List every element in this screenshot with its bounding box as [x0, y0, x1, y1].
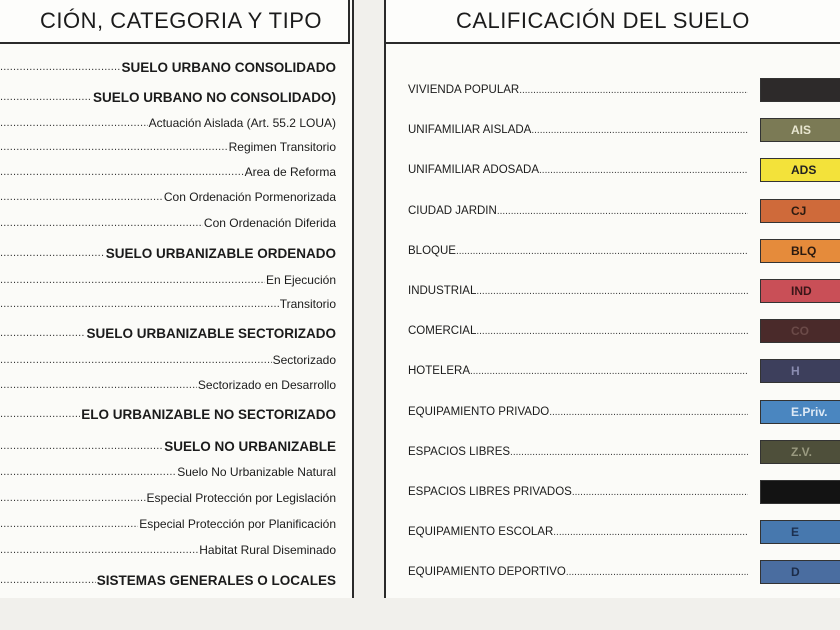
calificacion-label: ESPACIOS LIBRES PRIVADOS: [408, 486, 572, 498]
calificacion-label: BLOQUE: [408, 245, 456, 257]
calificacion-label: EQUIPAMIENTO PRIVADO: [408, 406, 550, 418]
leader-dots: [549, 407, 748, 418]
calificacion-title: CALIFICACIÓN DEL SUELO: [384, 0, 840, 44]
leader-dots: [0, 217, 203, 229]
leader-dots: [531, 125, 748, 136]
clasificacion-label: Con Ordenación Pormenorizada: [163, 190, 336, 204]
calificacion-row: [408, 482, 748, 502]
color-swatch: [760, 400, 840, 424]
leader-dots: [0, 298, 279, 310]
color-swatch: [760, 480, 840, 504]
leader-dots: [0, 518, 138, 530]
leader-dots: [0, 117, 148, 129]
leader-dots: [566, 567, 748, 578]
leader-dots: [0, 379, 197, 391]
clasificacion-label: Especial Protección por Legislación: [146, 491, 336, 505]
clasificacion-label: SUELO URBANIZABLE ORDENADO: [105, 245, 336, 261]
clasificacion-label: Sectorizado en Desarrollo: [197, 378, 336, 392]
swatch-code: CJ: [791, 204, 807, 218]
swatch-code: CO: [791, 324, 809, 338]
calificacion-label: VIVIENDA POPULAR: [408, 84, 520, 96]
calificacion-label: HOTELERA: [408, 365, 470, 377]
calificacion-label: COMERCIAL: [408, 325, 477, 337]
clasificacion-label: Actuación Aislada (Art. 55.2 LOUA): [148, 116, 336, 130]
leader-dots: [519, 85, 748, 96]
calificacion-panel: [384, 0, 840, 598]
calificacion-row: [408, 562, 748, 582]
clasificacion-row: [0, 570, 336, 590]
swatch-code: E.Priv.: [791, 405, 828, 419]
clasificacion-row: [0, 113, 336, 133]
leader-dots: [0, 574, 96, 586]
clasificacion-label: Sectorizado: [272, 353, 336, 367]
clasificacion-label: Transitorio: [279, 297, 336, 311]
clasificacion-row: [0, 462, 336, 482]
clasificacion-label: SUELO URBANO NO CONSOLIDADO): [93, 89, 336, 105]
calificacion-row: [408, 80, 748, 100]
clasificacion-label: ELO URBANIZABLE NO SECTORIZADO: [81, 406, 336, 422]
leader-dots: [510, 447, 748, 458]
swatch-code: AIS: [791, 123, 812, 137]
clasificacion-panel: [0, 0, 354, 598]
clasificacion-label: Suelo No Urbanizable Natural: [177, 465, 336, 479]
swatch-code: ADS: [791, 163, 817, 177]
leader-dots: [0, 354, 272, 366]
color-swatch: [760, 440, 840, 464]
leader-dots: [476, 286, 748, 297]
leader-dots: [0, 544, 198, 556]
color-swatch: [760, 158, 840, 182]
leader-dots: [476, 326, 748, 337]
clasificacion-label: SISTEMAS GENERALES O LOCALES: [96, 572, 336, 588]
leader-dots: [470, 366, 748, 377]
swatch-code: Z.V.: [791, 445, 812, 459]
leader-dots: [0, 440, 163, 452]
clasificacion-row: [0, 488, 336, 508]
calificacion-row: [408, 442, 748, 462]
color-swatch: [760, 520, 840, 544]
clasificacion-label: SUELO NO URBANIZABLE: [164, 438, 336, 454]
calificacion-row: [408, 241, 748, 261]
color-swatch: [760, 359, 840, 383]
swatch-code: IND: [791, 284, 812, 298]
swatch-code: D: [791, 565, 800, 579]
clasificacion-row: [0, 404, 336, 424]
clasificacion-label: En Ejecución: [265, 273, 336, 287]
clasificacion-row: [0, 540, 336, 560]
leader-dots: [0, 191, 163, 203]
clasificacion-label: SUELO URBANIZABLE SECTORIZADO: [86, 325, 336, 341]
calificacion-row: [408, 402, 748, 422]
clasificacion-label: Area de Reforma: [244, 165, 336, 179]
clasificacion-row: [0, 213, 336, 233]
calificacion-label: CIUDAD JARDIN: [408, 205, 497, 217]
leader-dots: [0, 166, 244, 178]
calificacion-label: EQUIPAMIENTO DEPORTIVO: [408, 566, 566, 578]
leader-dots: [553, 527, 748, 538]
leader-dots: [0, 274, 265, 286]
calificacion-label: INDUSTRIAL: [408, 285, 477, 297]
color-swatch: [760, 560, 840, 584]
calificacion-label: UNIFAMILIAR AISLADA: [408, 124, 532, 136]
calificacion-row: [408, 522, 748, 542]
calificacion-row: [408, 120, 748, 140]
color-swatch: [760, 78, 840, 102]
clasificacion-row: [0, 270, 336, 290]
leader-dots: [0, 492, 146, 504]
clasificacion-title: CIÓN, CATEGORIA Y TIPO: [0, 0, 350, 44]
clasificacion-label: Con Ordenación Diferida: [203, 216, 336, 230]
calificacion-row: [408, 201, 748, 221]
leader-dots: [0, 91, 92, 103]
color-swatch: [760, 239, 840, 263]
clasificacion-row: [0, 162, 336, 182]
clasificacion-label: SUELO URBANO CONSOLIDADO: [121, 59, 336, 75]
clasificacion-row: [0, 294, 336, 314]
color-swatch: [760, 279, 840, 303]
clasificacion-label: Regimen Transitorio: [228, 140, 336, 154]
clasificacion-label: Habitat Rural Diseminado: [199, 543, 336, 557]
leader-dots: [0, 61, 120, 73]
calificacion-row: [408, 321, 748, 341]
clasificacion-row: [0, 87, 336, 107]
clasificacion-row: [0, 436, 336, 456]
calificacion-label: EQUIPAMIENTO ESCOLAR: [408, 526, 554, 538]
swatch-code: H: [791, 364, 800, 378]
leader-dots: [0, 466, 176, 478]
leader-dots: [0, 327, 85, 339]
swatch-code: BLQ: [791, 244, 817, 258]
calificacion-row: [408, 361, 748, 381]
clasificacion-row: [0, 57, 336, 77]
color-swatch: [760, 199, 840, 223]
clasificacion-row: [0, 243, 336, 263]
clasificacion-row: [0, 375, 336, 395]
clasificacion-row: [0, 187, 336, 207]
color-swatch: [760, 319, 840, 343]
clasificacion-row: [0, 323, 336, 343]
calificacion-label: UNIFAMILIAR ADOSADA: [408, 164, 540, 176]
leader-dots: [539, 165, 748, 176]
calificacion-row: [408, 160, 748, 180]
clasificacion-row: [0, 514, 336, 534]
clasificacion-row: [0, 137, 336, 157]
leader-dots: [497, 206, 748, 217]
swatch-code: E: [791, 525, 800, 539]
color-swatch: [760, 118, 840, 142]
calificacion-row: [408, 281, 748, 301]
bottom-margin: [0, 598, 840, 630]
leader-dots: [0, 247, 105, 259]
leader-dots: [456, 246, 748, 257]
leader-dots: [572, 487, 748, 498]
calificacion-label: ESPACIOS LIBRES: [408, 446, 511, 458]
leader-dots: [0, 141, 228, 153]
clasificacion-label: Especial Protección por Planificación: [139, 517, 336, 531]
leader-dots: [0, 408, 80, 420]
clasificacion-row: [0, 350, 336, 370]
